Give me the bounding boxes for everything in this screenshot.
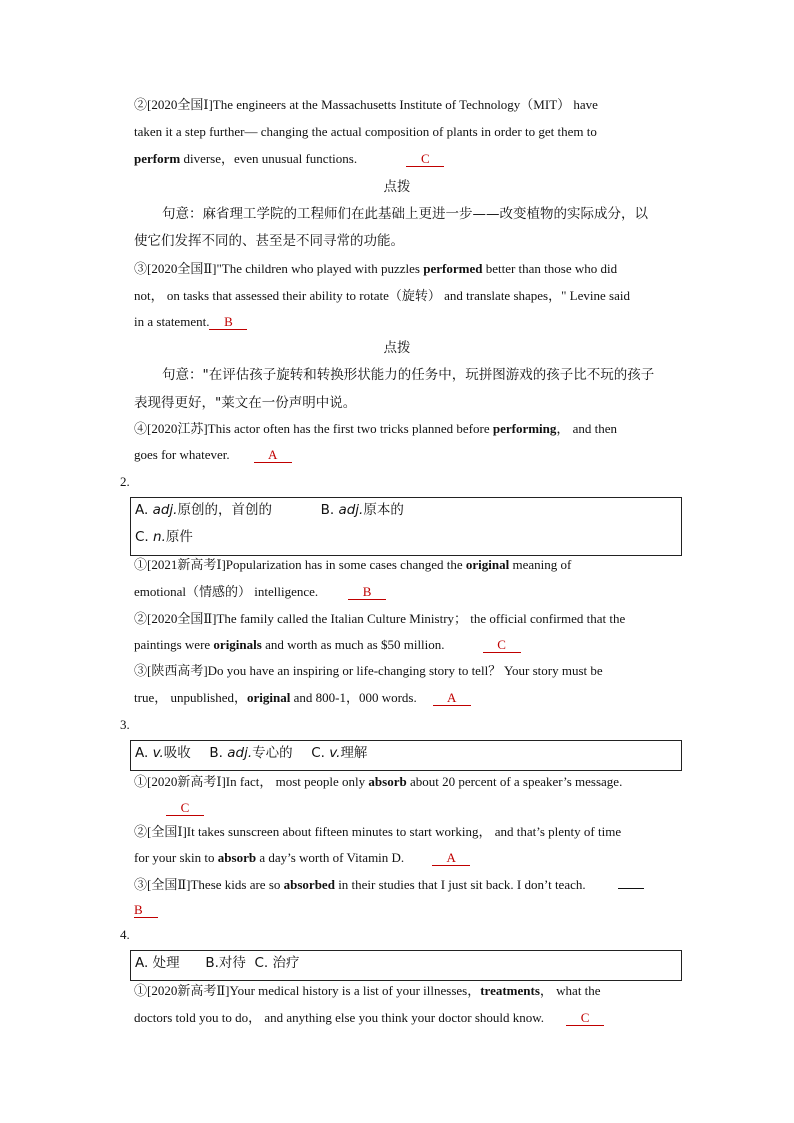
- s1-q2-line1: ②[2020全国Ⅰ]The engineers at the Massachusetts Institute of Technology（MIT） have: [134, 97, 598, 112]
- option-label: B.: [320, 502, 339, 518]
- part-of-speech: adj.: [152, 502, 178, 518]
- tip-text: 句意："在评估孩子旋转和转换形状能力的任务中，玩拼图游戏的孩子比不玩的孩子: [162, 367, 655, 383]
- sentence-text: about 20 percent of a speaker’s message.: [406, 774, 623, 789]
- part-of-speech: v.: [329, 745, 341, 761]
- keyword: treatments: [480, 983, 540, 998]
- s3-q1-line1: [134, 774, 622, 790]
- keyword: absorb: [217, 850, 257, 865]
- blank-line: [618, 876, 644, 889]
- keyword: originals: [213, 637, 262, 652]
- sentence-text: ①[2021新高考Ⅰ]Popularization has in some cases changed the: [134, 557, 466, 572]
- item-number: 2.: [120, 474, 130, 489]
- s4-q1-line1: [134, 983, 601, 999]
- sentence-text: goes for whatever.: [134, 447, 230, 462]
- keyword: original: [247, 690, 291, 705]
- s3-q3-line2: [134, 902, 158, 918]
- answer-blank: C: [483, 638, 521, 653]
- sentence-text: ， what the: [539, 983, 601, 998]
- option-label: C.: [311, 745, 330, 761]
- s2-q2-line1: ②[2020全国Ⅱ]The family called the Italian Culture Ministry； the official confirmed that the: [134, 611, 626, 626]
- s3-q3-line1: [134, 876, 644, 893]
- s2-q1-line2: [134, 584, 386, 600]
- option-text: 吸收: [163, 745, 191, 761]
- sentence-text: doctors told you to do， and anything else you think your doctor should know.: [134, 1010, 545, 1025]
- sentence-text: in their studies that I just sit back. I don’t teach.: [334, 877, 586, 892]
- options-box: [130, 740, 682, 771]
- tip-text: 表现得更好，"莱文在一份声明中说。: [134, 395, 357, 411]
- answer-blank: A: [433, 691, 471, 706]
- tip-heading: 点拨: [383, 340, 411, 356]
- s1-q3-line2: not， on tasks that assessed their ability to rotate（旋转） and translate shapes，" Levine said: [134, 288, 630, 303]
- sentence-text: ③[全国Ⅱ]These kids are so: [134, 877, 284, 892]
- sentence-text: diverse，even unusual functions.: [180, 151, 358, 166]
- s1-q2-line2: taken it a step further— changing the actual composition of plants in order to get them to: [134, 124, 597, 139]
- option-row: [135, 745, 367, 761]
- item-number: 4.: [120, 927, 130, 942]
- answer-blank: B: [348, 585, 386, 600]
- s3-q2-line2: [134, 850, 470, 866]
- sentence-text: ③[2020全国Ⅱ]"The children who played with puzzles: [134, 261, 424, 276]
- s1-q3-line1: [134, 261, 617, 277]
- sentence-text: for your skin to: [134, 850, 218, 865]
- keyword: absorb: [368, 774, 407, 789]
- option-row: A. 处理 B.对待 C. 治疗: [135, 955, 300, 971]
- option-text: 专心的: [252, 745, 293, 761]
- option-text: 理解: [340, 745, 368, 761]
- option-row: [135, 529, 193, 545]
- part-of-speech: n.: [153, 529, 166, 545]
- keyword: original: [465, 557, 510, 572]
- sentence-text: true， unpublished，: [134, 690, 248, 705]
- s2-q2-line2: [134, 637, 521, 653]
- answer-blank: C: [566, 1011, 604, 1026]
- part-of-speech: adj.: [227, 745, 253, 761]
- answer-blank: A: [254, 448, 292, 463]
- option-text: 原件: [165, 529, 193, 545]
- sentence-text: meaning of: [509, 557, 572, 572]
- sentence-text: ①[2020新高考Ⅰ]In fact， most people only: [134, 774, 369, 789]
- sentence-text: better than those who did: [482, 261, 618, 276]
- sentence-text: ④[2020江苏]This actor often has the first two tricks planned before: [134, 421, 493, 436]
- option-text: 原本的: [363, 502, 404, 518]
- tip-text: 句意：麻省理工学院的工程师们在此基础上更进一步——改变植物的实际成分，以: [162, 206, 648, 222]
- option-label: B.: [209, 745, 228, 761]
- s1-q4-line1: [134, 421, 617, 437]
- s2-q1-line1: [134, 557, 571, 573]
- sentence-text: and 800-1，000 words.: [290, 690, 417, 705]
- s3-q1-line2: [166, 800, 204, 816]
- answer-blank: C: [166, 801, 204, 816]
- options-box: [130, 950, 682, 981]
- s2-q3-line1: ③[陕西高考]Do you have an inspiring or life-changing story to tell？ Your story must be: [134, 663, 603, 678]
- answer-blank: A: [432, 851, 470, 866]
- s1-q3-line3: [134, 314, 247, 330]
- option-text: 原创的，首创的: [177, 502, 272, 518]
- keyword: performed: [423, 261, 483, 276]
- options-box: [130, 497, 682, 556]
- part-of-speech: v.: [152, 745, 164, 761]
- keyword: performing: [492, 421, 557, 436]
- sentence-text: a day’s worth of Vitamin D.: [256, 850, 405, 865]
- sentence-text: and worth as much as $50 million.: [261, 637, 445, 652]
- answer-blank: B: [134, 903, 158, 918]
- s4-q1-line2: [134, 1010, 604, 1026]
- keyword: absorbed: [283, 877, 335, 892]
- answer-blank: C: [406, 152, 444, 167]
- s2-q3-line2: [134, 690, 471, 706]
- sentence-text: ， and then: [556, 421, 618, 436]
- option-label: A.: [135, 745, 153, 761]
- answer-blank: B: [209, 315, 247, 330]
- sentence-text: in a statement.: [134, 314, 210, 329]
- option-row: [135, 502, 404, 518]
- sentence-text: emotional（情感的） intelligence.: [134, 584, 319, 599]
- option-label: C.: [135, 529, 154, 545]
- sentence-text: paintings were: [134, 637, 214, 652]
- s3-q2-line1: ②[全国Ⅰ]It takes sunscreen about fifteen minutes to start working， and that’s plenty of time: [134, 824, 622, 839]
- tip-text: 使它们发挥不同的、甚至是不同寻常的功能。: [134, 233, 404, 249]
- option-label: A.: [135, 502, 153, 518]
- sentence-text: ①[2020新高考Ⅱ]Your medical history is a list of your illnesses，: [134, 983, 481, 998]
- part-of-speech: adj.: [338, 502, 364, 518]
- item-number: 3.: [120, 717, 130, 732]
- keyword: perform: [134, 151, 181, 166]
- tip-heading: 点拨: [383, 179, 411, 195]
- s1-q2-line3: [134, 151, 444, 167]
- s1-q4-line2: [134, 447, 292, 463]
